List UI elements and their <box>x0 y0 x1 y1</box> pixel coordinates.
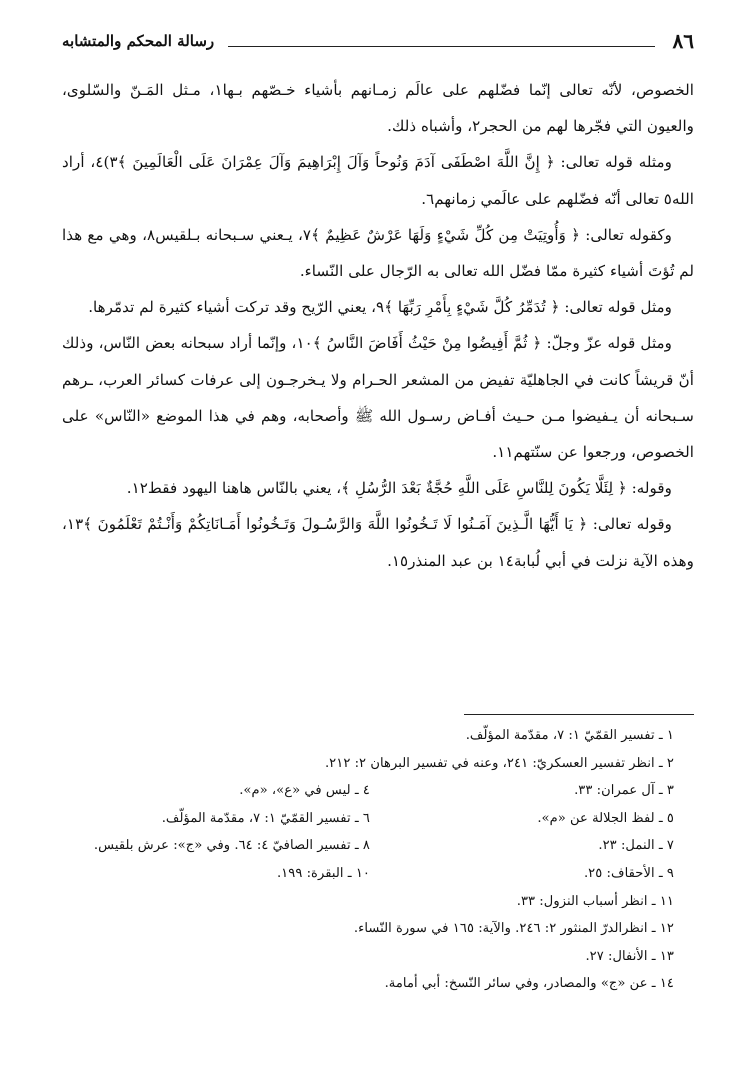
footnote-line <box>62 943 694 971</box>
footnote-line <box>62 970 694 998</box>
footnote-line <box>62 915 694 943</box>
paragraph: وكقوله تعالى: ﴿ وَأُوتِيَتْ مِن كُلِّ شَيْءٍ وَلَهَا عَرْشٌ عَظِيمٌ ﴾٧، يـعني سـبحانه بـلقيس٨، وهي مع هذا لم تُؤتَ أشياء كثيرة ممّا فضّل الله تعالى به الرّجال على النّساء. <box>62 225 694 281</box>
footnote: ١٢ ـ انظرالدرّ المنثور ٢: ٢٤٦. والآية: ١٦٥ في سورة النّساء. <box>353 921 674 937</box>
paragraph: ومثل قوله تعالى: ﴿ تُدَمِّرُ كُلَّ شَيْءٍ بِأَمْرِ رَبِّهَا ﴾٩، يعني الرّيح وقد تركت أشياء كثيرة لم تدمّرها. <box>88 298 672 317</box>
footnote: ٥ ـ لفظ الجلالة عن «م». <box>537 810 674 826</box>
header-rule <box>228 46 654 47</box>
footnotes <box>62 722 694 998</box>
paragraph: الخصوص، لأنّه تعالى إنّما فضّلهم على عالَم زمـانهم بأشياء خـصّهم بـها١، مـثل المَـنّ والسّلوى، والعيون التي فجّرها لهم من الحجر٢، وأشباه ذلك. <box>62 81 694 136</box>
footnote: ١٤ ـ عن «ج» والمصادر، وفي سائر النّسخ: أبي أمامة. <box>384 976 674 992</box>
footnote-line <box>62 777 694 805</box>
page-header <box>62 28 694 54</box>
footnote: ٣ ـ آل عمران: ٣٣. <box>574 783 674 799</box>
footnote: ٤ ـ ليس في «ع»، «م». <box>239 783 370 799</box>
footnote-line <box>62 832 694 860</box>
footnote: ٩ ـ الأحقاف: ٢٥. <box>583 865 674 881</box>
footnote: ٢ ـ انظر تفسير العسكريّ: ٢٤١، وعنه في تفسير البرهان ٢: ٢١٢. <box>324 755 674 771</box>
footnote: ١٣ ـ الأنفال: ٢٧. <box>585 948 674 964</box>
paragraph: ومثل قوله عزّ وجلّ: ﴿ ثُمَّ أَفِيضُوا مِنْ حَيْثُ أَفَاضَ النَّاسُ ﴾١٠، وإنّما أراد سبحانه بعض النّاس، وذلك أنّ قريشاً كانت في الجاهليّة تفيض من المشعر الحـرام ولا يـخرجـون إلى عرفات كسائر العرب، ـرهم سـبحانه أن يـفيضوا مـن حـيث أفـاض رسـول الله ﷺ وأصحابه، وهم في هذا الموضع «النّاس» على الخصوص، ورجعوا عن سنّتهم١١. <box>62 334 694 462</box>
footnote-line <box>62 750 694 778</box>
footnote: ١١ ـ انظر أسباب النزول: ٣٣. <box>516 893 674 909</box>
footnote-separator <box>464 714 694 715</box>
footnote: ١ ـ تفسير القمّيّ ١: ٧، مقدّمة المؤلّف. <box>465 728 674 743</box>
paragraph: ومثله قوله تعالى: ﴿ إِنَّ اللَّهَ اصْطَفَى آدَمَ وَنُوحاً وَآلَ إِبْرَاهِيمَ وَآلَ عِمْرَانَ عَلَى الْعَالَمِينَ ﴾٣)٤، أراد الله٥ تعالى أنّه فضّلهم على عالَمي زمانهم٦. <box>62 153 694 208</box>
footnote: ١٠ ـ البقرة: ١٩٩. <box>276 865 370 881</box>
footnote-line <box>62 722 694 750</box>
footnote-line <box>62 860 694 888</box>
footnote-line <box>62 888 694 916</box>
running-title: رسالة المحكم والمتشابه <box>62 32 215 50</box>
footnote-line <box>62 805 694 833</box>
page-number: ٨٦ <box>672 29 694 53</box>
paragraph: وقوله تعالى: ﴿ يَا أَيُّهَا الَّـذِينَ آمَـنُوا لَا تَـخُونُوا اللَّهَ وَالرَّسُـولَ وَتَـخُونُوا أَمَـانَاتِكُمْ وَأَنْـتُمْ تَعْلَمُونَ ﴾١٣، وهذه الآية نزلت في أبي لُبابة١٤ بن عبد المنذر١٥. <box>62 515 694 570</box>
paragraph: وقوله: ﴿ لِئَلَّا يَكُونَ لِلنَّاسِ عَلَى اللَّهِ حُجَّةٌ بَعْدَ الرُّسُلِ ﴾، يعني بالنّاس هاهنا اليهود فقط١٢. <box>126 479 672 498</box>
footnote: ٧ ـ النمل: ٢٣. <box>598 838 674 854</box>
main-text <box>62 72 694 579</box>
footnote: ٨ ـ تفسير الصافيّ ٤: ٦٤. وفي «ج»: عرش بلقيس. <box>93 838 370 854</box>
footnote: ٦ ـ تفسير القمّيّ ١: ٧، مقدّمة المؤلّف. <box>161 810 370 826</box>
